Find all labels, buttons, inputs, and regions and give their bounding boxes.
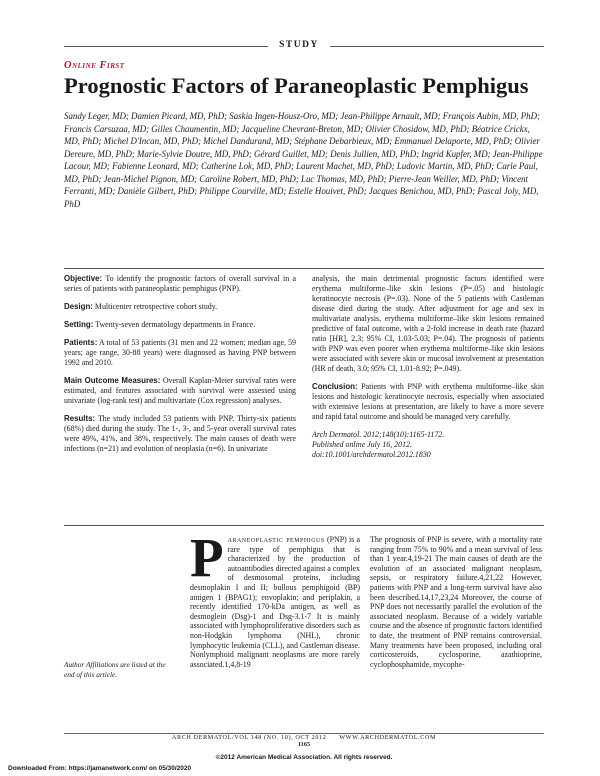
abstract-outcome [64,376,296,406]
body-column-2 [370,535,542,669]
abstract-conclusion [312,382,544,422]
author-affiliations-note [64,660,174,679]
copyright-notice: ©2012 American Medical Association. All rights reserved. [215,754,393,761]
online-first-label: Online First [64,60,125,71]
abstract-column-left [64,274,296,462]
citation-journal: Arch Dermatol. 2012;148(10):1165-1172. [312,430,445,439]
patients-label: Patients: [64,338,98,347]
footer-website[interactable]: WWW.ARCHDERMATOL.COM [339,734,437,741]
page-footer [64,734,544,741]
footer-journal: ARCH DERMATOL/VOL 148 (NO. 10), OCT 2012 [171,734,327,741]
conclusion-text: Patients with PNP with erythema multiforme–like skin lesions and histologic keratinocyte necrosis, especially when associated with extensive lesions at presentation, are likely to have a more severe and rapid fatal outcome and should be managed very carefully. [312,382,544,421]
author-affiliations-text: are listed at the end of this article. [64,660,166,679]
outcome-text: Overall Kaplan-Meier survival rates were estimated, and features associated with survival were assessed using univariate (log-rank test) and multivariate (Cox regression) analyses. [64,376,296,405]
citation-doi[interactable]: doi:10.1001/archdermatol.2012.1830 [312,450,431,459]
objective-text: To identify the prognostic factors of overall survival in a series of patients with paraneoplastic pemphigus (PNP). [64,274,296,293]
author-list: Sandy Leger, MD; Damien Picard, MD, PhD; Saskia Ingen-Housz-Oro, MD; Jean-Philippe Arnault, MD; François Aubin, MD, PhD; Francis Carsuzaa, MD; Gilles Chaumentin, MD; Jacqueline Chevrant-Breton, MD; Olivier Chosidow, MD, PhD; Béatrice Crickx, MD, PhD; Michel D'Incan, MD, PhD; Michel Dandurand, MD; Stéphane Debarbieux, MD; Emmanuel Delaporte, MD, PhD; Olivier Dereure, MD, PhD; Marie-Sylvie Doutre, MD, PhD; Gérard Guillet, MD; Denis Jullien, MD, PhD; Ingrid Kupfer, MD; Jean-Philippe Lacour, MD; Fabienne Leonard, MD; Catherine Lok, MD, PhD; Laurent Machet, MD, PhD; Ludovic Martin, MD, PhD; Carle Paul, MD, PhD; Jean-Michel Pignon, MD; Caroline Robert, MD, PhD; Luc Thomas, MD, PhD; Pierre-Jean Weiller, MD, PhD; Vincent Ferranti, MD; Danièle Gilbert, PhD; Philippe Courville, MD; Estelle Houivet, PhD; Jacques Benichou, MD, PhD; Pascal Joly, MD, PhD [64,111,543,209]
abstract-results-continued: analysis, the main detrimental prognostic factors identified were erythema multiforme–like skin lesions (P=.05) and histologic keratinocyte necrosis (P=.03). None of the 5 patients with Castleman disease died during the study. After adjustment for age and sex in multivariate analysis, erythema multiforme–like skin lesions remained predictive of fatal outcome, with a 2-fold increase in death rate (hazard ratio [HR], 2.3; 95% CI, 1.03-5.03; P=.04). The prognosis of patients with PNP was even poorer when erythema multiforme–like skin lesions were associated with severe skin or mucosal involvement at presentation (HR of death, 3.0; 95% CI, 1.01-8.92; P=.049). [312,274,544,373]
body-paragraph-1 [190,527,360,669]
lead-smallcaps: araneoplastic pemphigus [227,535,325,544]
abstract-design [64,302,296,312]
citation-block [312,430,544,460]
results-text: The study included 53 patients with PNP. Thirty-six patients (68%) died during the study. The 1-, 3-, and 5-year overall survival rates were 49%, 41%, and 38%, respectively. The main causes of death were infections (n=21) and evolution of neoplasia (n=6). In univariate [64,414,296,453]
outcome-label: Main Outcome Measures: [64,376,161,385]
body-column-1 [190,527,360,669]
objective-label: Objective: [64,274,103,283]
abstract-top-rule [64,268,544,269]
download-notice: Downloaded From: https://jamanetwork.com/ on 05/30/2020 [8,765,192,772]
setting-label: Setting: [64,320,94,329]
patients-text: A total of 53 patients (31 men and 22 women; median age, 59 years; age range, 30-88 years) were diagnosed as having PNP between 1992 and 2010. [64,338,296,367]
setting-text: Twenty-seven dermatology departments in France. [95,320,256,329]
abstract-bottom-rule [64,525,544,526]
abstract-patients [64,338,296,368]
conclusion-label: Conclusion: [312,382,358,391]
abstract-results [64,414,296,454]
body-text-1: (PNP) is a rare type of pemphigus that is characterized by the production of autoantibodies directed against a complex of desmosomal proteins, including desmoplakin I and II; bullous pemphigoid (BP) antigen 1 (BPAG1); envoplakin; and periplakin, a recently identified 170-kDa antigen, as well as desmoglein (Dsg)-1 and Dsg-3.1-7 It is mainly associated with lymphoproliferative disorders such as non-Hodgkin lymphoma (NHL), chronic lymphocytic leukemia (CLL), and Castleman disease. Nonlymphoid malignant neoplasms are more rarely associated.1,4,8-19 [190,535,360,669]
design-label: Design: [64,302,93,311]
body-paragraph-2: The prognosis of PNP is severe, with a mortality rate ranging from 75% to 90% and a mean survival of less than 1 year.4,19-21 The main causes of death are the evolution of an associated malignant neoplasm, sepsis, or respiratory failure.4,21,22 However, patients with PNP and a long-term survival have also been described.14,17,23,24 Moreover, the course of PNP does not necessarily parallel the evolution of the associated neoplasm. Because of a widely variable course and the absence of prognostic factors identified to date, the treatment of PNP remains controversial. Many treatments have been proposed, including oral corticosteroids, cyclosporine, azathioprine, cyclophosphamide, mycophe- [370,535,542,669]
section-tag: STUDY [268,38,330,53]
design-text: Multicenter retrospective cohort study. [94,302,218,311]
page-number: 1165 [297,741,311,748]
author-affiliations-label: Author Affiliations [64,660,119,669]
article-title: Prognostic Factors of Paraneoplastic Pemphigus [64,73,529,98]
abstract-objective [64,274,296,294]
abstract-setting [64,320,296,330]
abstract-column-right [312,274,544,460]
drop-cap: P [190,527,224,588]
results-label: Results: [64,414,96,423]
citation-published: Published online July 16, 2012. [312,440,412,449]
